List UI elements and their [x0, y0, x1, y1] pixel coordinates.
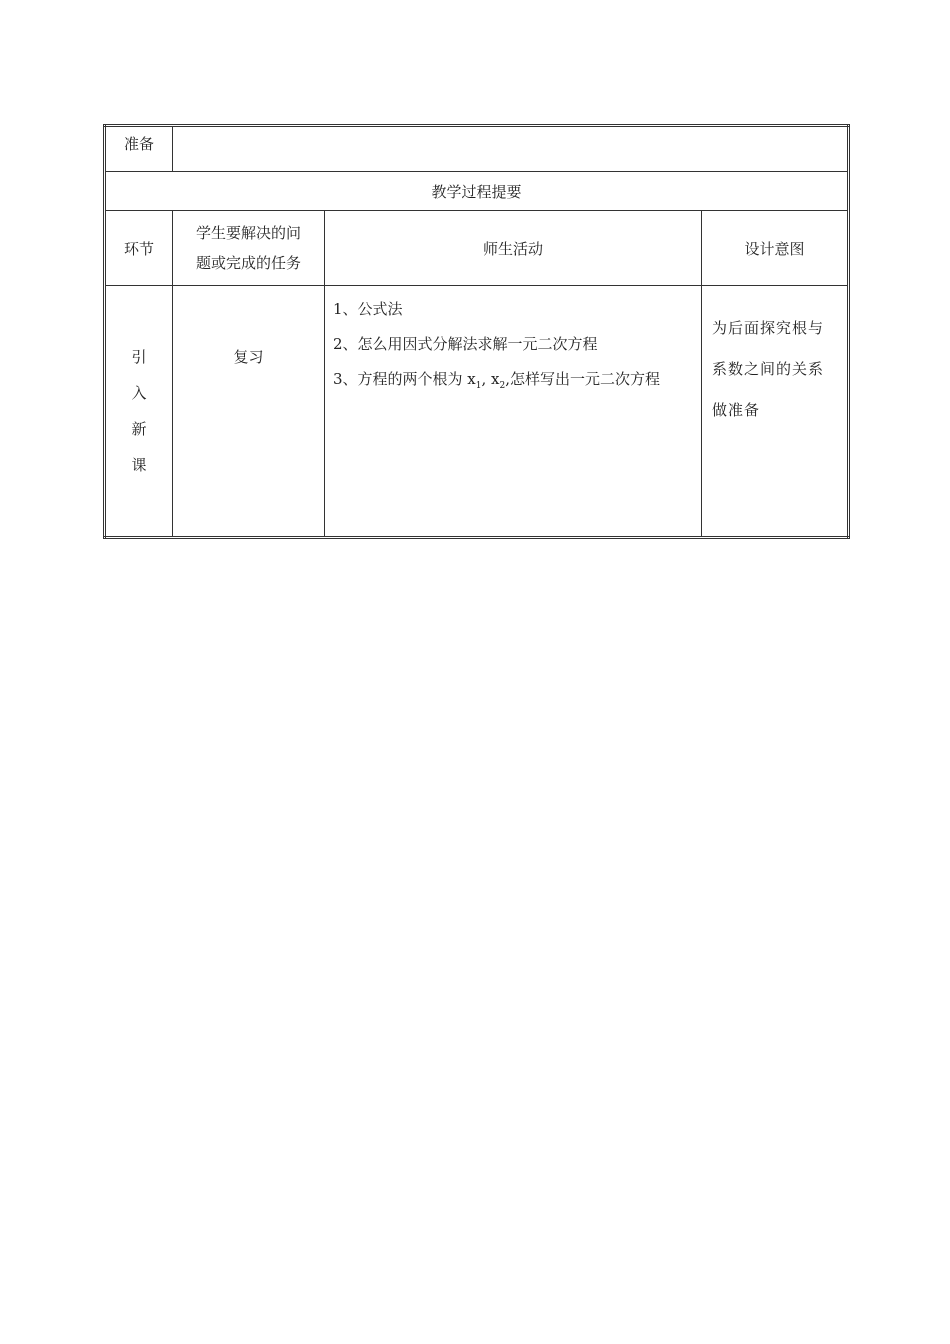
- activity-item-1: 1、公式法: [333, 300, 403, 318]
- activity-cell: [325, 286, 702, 538]
- header-intent: 设计意图: [702, 211, 849, 286]
- header-row: [105, 211, 849, 286]
- intent-line-1: 为后面探究根与: [712, 319, 825, 337]
- stage-char: 引: [131, 348, 147, 366]
- stage-char: 课: [131, 456, 147, 474]
- header-activity: 师生活动: [325, 211, 702, 286]
- activity-item-3: [333, 362, 701, 404]
- task-cell: 复习: [173, 286, 325, 538]
- prep-label: 准备: [105, 126, 173, 172]
- header-task-line2: 题或完成的任务: [195, 254, 301, 272]
- activity-item-3-prefix: 3、方程的两个根为 x: [333, 370, 476, 388]
- subscript-2: 2: [499, 381, 506, 391]
- body-row: [105, 286, 849, 538]
- header-task: [173, 211, 325, 286]
- summary-title: 教学过程提要: [105, 172, 849, 211]
- activity-item-2: 2、怎么用因式分解法求解一元二次方程: [333, 335, 598, 353]
- summary-row: [105, 172, 849, 211]
- activity-item-3-suffix: ,怎样写出一元二次方程: [505, 370, 661, 388]
- stage-char: 入: [131, 384, 147, 402]
- prep-value: [173, 126, 849, 172]
- intent-cell: [702, 286, 849, 538]
- intent-line-3: 做准备: [712, 401, 761, 419]
- lesson-plan-table: [103, 124, 850, 539]
- stage-char: 新: [131, 420, 147, 438]
- activity-item-3-sep: , x: [481, 370, 500, 388]
- header-task-line1: 学生要解决的问: [195, 224, 301, 242]
- prep-row: [105, 126, 849, 172]
- intent-line-2: 系数之间的关系: [712, 360, 825, 378]
- header-stage: 环节: [105, 211, 173, 286]
- stage-cell: [105, 286, 173, 538]
- subscript-1: 1: [475, 381, 482, 391]
